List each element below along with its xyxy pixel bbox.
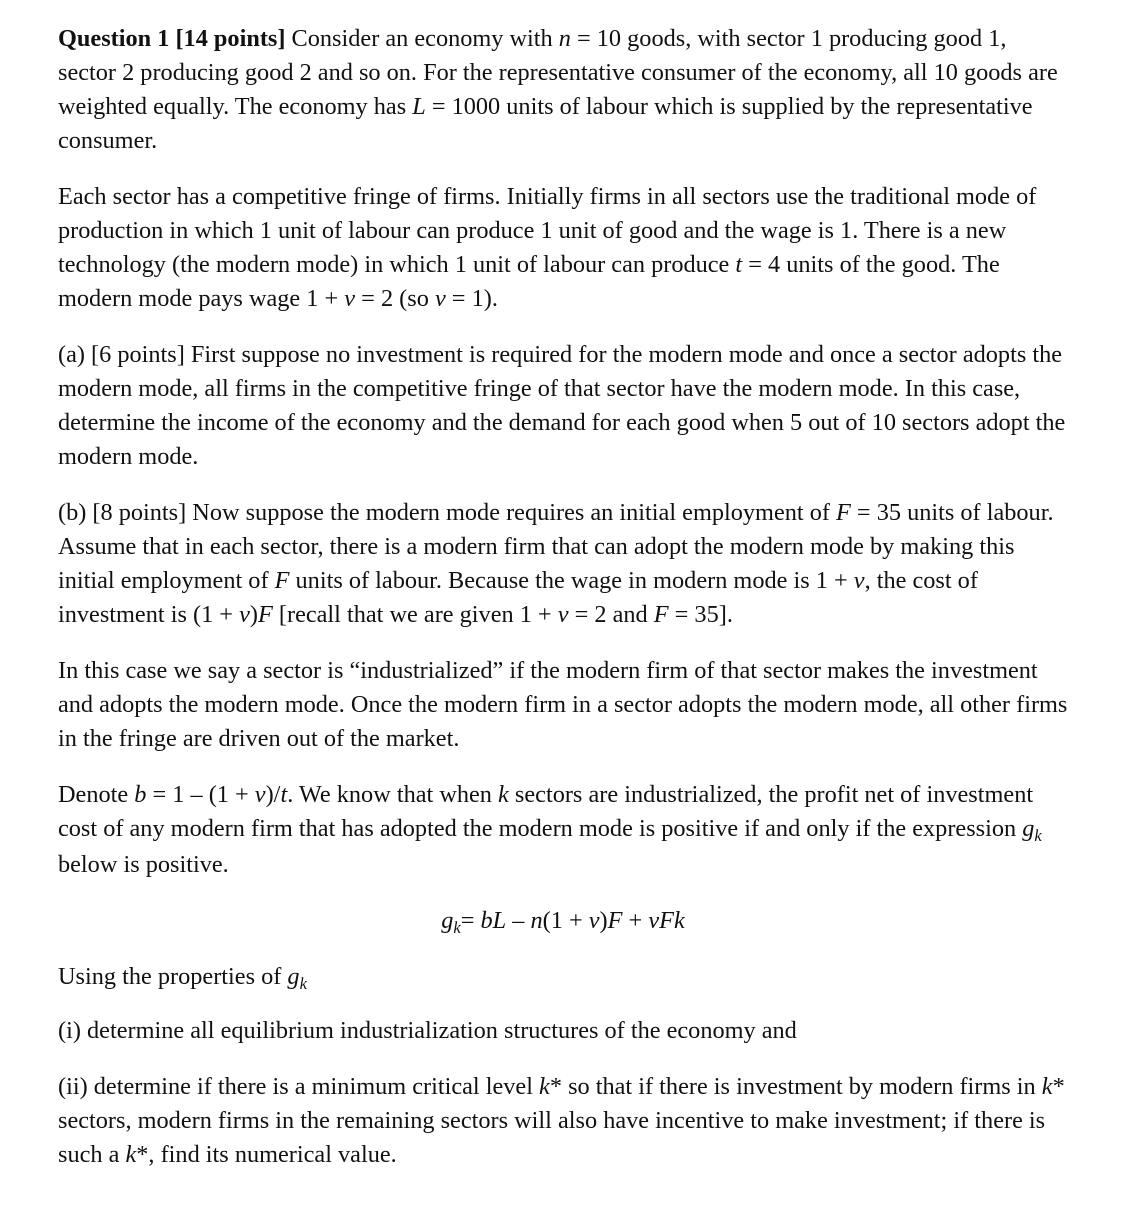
part-b: (b) [8 points] Now suppose the modern mode requires an initial employment of F = 35 units of labour. Assume that in each sector, there is a modern firm that can adopt the modern mode by making this initial employment of F units of labour. Because the wage in modern mode is 1 + v, the cost of investment is (1 + v)F [recall that we are given 1 + v = 2 and F = 35]. [58,499,1054,628]
question-document [58,22,1068,1194]
gk-formula: gk= bL – n(1 + v)F + vFk [441,907,685,937]
part-a: (a) [6 points] First suppose no investment is required for the modern mode and once a sector adopts the modern mode, all firms in the competitive fringe of that sector have the modern mode. In this case, determine the income of the economy and the demand for each good when 5 out of 10 sectors adopt the modern mode. [58,341,1066,470]
industrialized-definition: In this case we say a sector is “industrialized” if the modern firm of that sector makes the investment and adopts the modern mode. Once the modern firm in a sector adopts the modern mode, all other firms in the fringe are driven out of the market. [58,657,1068,752]
question-intro: Question 1 [14 points] Consider an economy with n = 10 goods, with sector 1 producing good 1, sector 2 producing good 2 and so on. For the representative consumer of the economy, all 10 goods are weighted equally. The economy has L = 1000 units of labour which is supplied by the representative consumer. [58,25,1058,154]
item-ii: (ii) determine if there is a minimum critical level k* so that if there is investment by modern firms in k* sectors, modern firms in the remaining sectors will also have incentive to make investment; if there is such a k*, find its numerical value. [58,1073,1065,1168]
denote-paragraph: Denote b = 1 – (1 + v)/t. We know that when k sectors are industrialized, the profit net of investment cost of any modern firm that has adopted the modern mode is positive if and only if the expression gk below is positive. [58,781,1042,878]
question-header: Question 1 [14 points] [58,25,286,52]
item-i: (i) determine all equilibrium industrialization structures of the economy and [58,1017,797,1044]
technology-paragraph: Each sector has a competitive fringe of firms. Initially firms in all sectors use the traditional mode of production in which 1 unit of labour can produce 1 unit of good and the wage is 1. There is a new technology (the modern mode) in which 1 unit of labour can produce t = 4 units of the good. The modern mode pays wage 1 + v = 2 (so v = 1). [58,183,1037,312]
using-properties: Using the properties of gk [58,963,307,993]
